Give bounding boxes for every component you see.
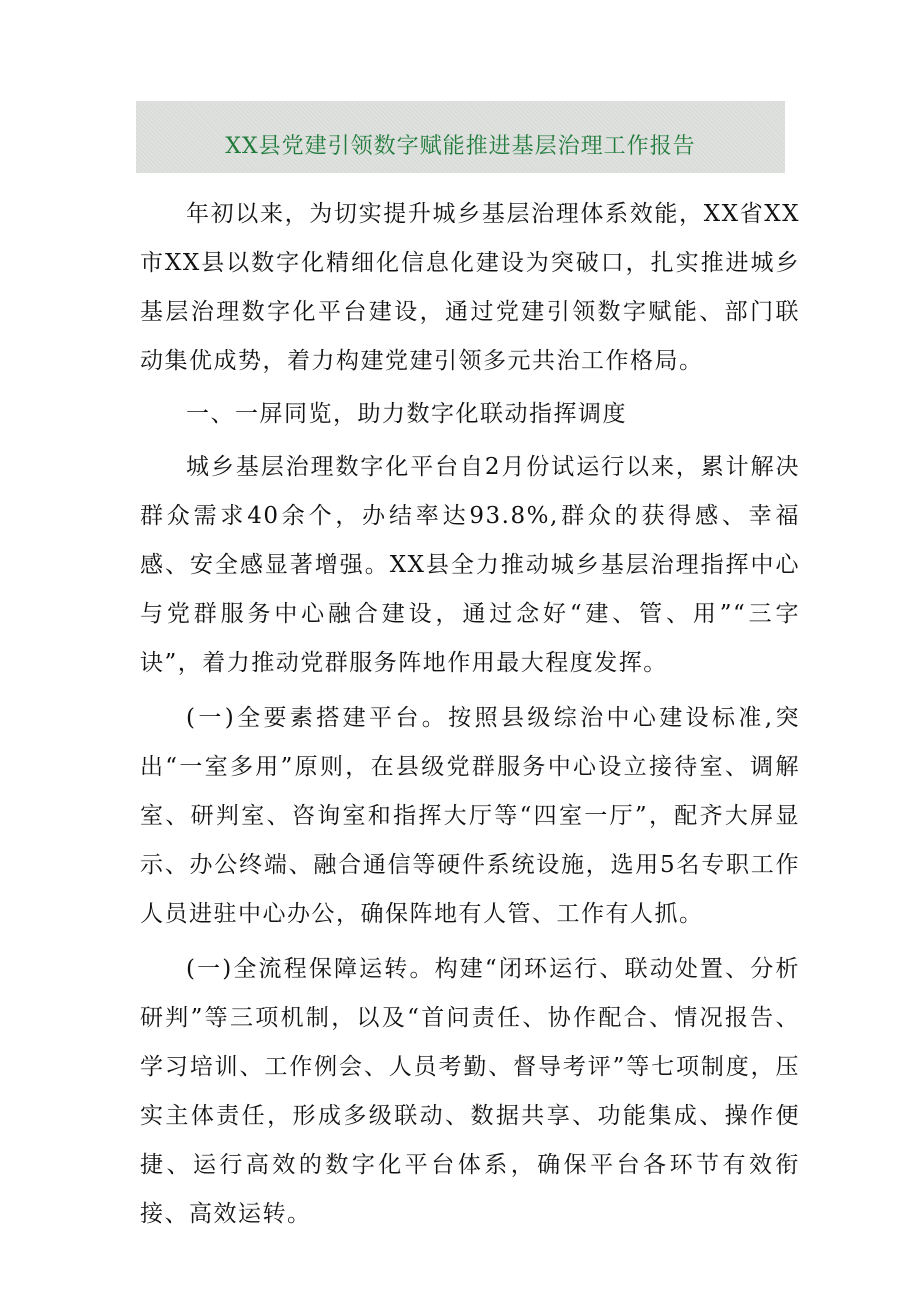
section-heading-1: 一、一屏同览，助力数字化联动指挥调度 [186,401,627,427]
intro-paragraph: 年初以来，为切实提升城乡基层治理体系效能，XX省XX市XX县以数字化精细化信息化建设为突破口，扎实推进城乡基层治理数字化平台建设，通过党建引领数字赋能、部门联动集优成势，着力构建党建引领多元共治工作格局。 [140,201,800,374]
item-paragraph-1: (一)全要素搭建平台。按照县级综治中心建设标准,突出“一室多用”原则，在县级党群服务中心设立接待室、调解室、研判室、咨询室和指挥大厅等“四室一厅”，配齐大屏显示、办公终端、融合通信等硬件系统设施，选用5名专职工作人员进驻中心办公，确保阵地有人管、工作有人抓。 [140,705,800,927]
section-paragraph-1: 城乡基层治理数字化平台自2月份试运行以来，累计解决群众需求40余个，办结率达93.8%,群众的获得感、幸福感、安全感显著增强。XX县全力推动城乡基层治理指挥中心与党群服务中心融合建设，通过念好“建、管、用”“三字诀”，着力推动党群服务阵地作用最大程度发挥。 [140,454,800,676]
document-title: XX县党建引领数字赋能推进基层治理工作报告 [225,133,696,159]
document-body [140,190,800,1243]
title-banner [136,101,785,173]
item-paragraph-2: (一)全流程保障运转。构建“闭环运行、联动处置、分析研判”等三项机制，以及“首问责任、协作配合、情况报告、学习培训、工作例会、人员考勤、督导考评”等七项制度，压实主体责任，形成多级联动、数据共享、功能集成、操作便捷、运行高效的数字化平台体系，确保平台各环节有效衔接、高效运转。 [140,956,800,1227]
